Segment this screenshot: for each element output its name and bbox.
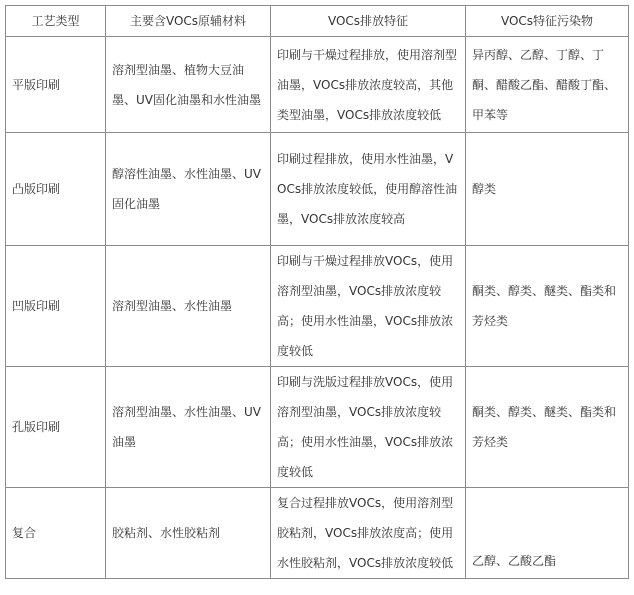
table-row <box>6 133 629 246</box>
cell-emission: 印刷与干燥过程排放，使用溶剂型油墨，VOCs排放浓度较高，其他类型油墨，VOCs排放浓度较低 <box>271 37 466 133</box>
cell-pollutants: 醇类 <box>466 133 629 246</box>
header-materials: 主要含VOCs原辅材料 <box>106 6 271 37</box>
cell-materials: 溶剂型油墨、植物大豆油墨、UV固化油墨和水性油墨 <box>106 37 271 133</box>
cell-emission: 印刷与干燥过程排放VOCs，使用溶剂型油墨，VOCs排放浓度较高；使用水性油墨，VOCs排放浓度较低 <box>271 246 466 367</box>
cell-process-type: 凸版印刷 <box>6 133 106 246</box>
cell-emission: 印刷与洗版过程排放VOCs，使用溶剂型油墨，VOCs排放浓度较高；使用水性油墨，VOCs排放浓度较低 <box>271 367 466 488</box>
cell-pollutants: 异丙醇、乙醇、丁醇、丁酮、醋酸乙酯、醋酸丁酯、甲苯等 <box>466 37 629 133</box>
voc-table <box>5 5 629 579</box>
cell-materials: 胶粘剂、水性胶粘剂 <box>106 488 271 579</box>
table-row <box>6 37 629 133</box>
table-row <box>6 488 629 579</box>
cell-pollutants: 酮类、醇类、醚类、酯类和芳烃类 <box>466 246 629 367</box>
cell-process-type: 平版印刷 <box>6 37 106 133</box>
cell-materials: 溶剂型油墨、水性油墨、UV油墨 <box>106 367 271 488</box>
header-process-type: 工艺类型 <box>6 6 106 37</box>
cell-process-type: 凹版印刷 <box>6 246 106 367</box>
header-emission: VOCs排放特征 <box>271 6 466 37</box>
cell-emission: 复合过程排放VOCs，使用溶剂型胶粘剂，VOCs排放浓度高；使用水性胶粘剂，VOCs排放浓度较低 <box>271 488 466 579</box>
header-pollutants: VOCs特征污染物 <box>466 6 629 37</box>
header-row <box>6 6 629 37</box>
cell-materials: 溶剂型油墨、水性油墨 <box>106 246 271 367</box>
cell-pollutants: 酮类、醇类、醚类、酯类和芳烃类 <box>466 367 629 488</box>
cell-materials: 醇溶性油墨、水性油墨、UV固化油墨 <box>106 133 271 246</box>
cell-process-type: 复合 <box>6 488 106 579</box>
cell-pollutants: 乙醇、乙酸乙酯 <box>466 488 629 579</box>
cell-emission: 印刷过程排放，使用水性油墨，VOCs排放浓度较低，使用醇溶性油墨，VOCs排放浓度较高 <box>271 133 466 246</box>
table-row <box>6 246 629 367</box>
cell-process-type: 孔版印刷 <box>6 367 106 488</box>
table-row <box>6 367 629 488</box>
